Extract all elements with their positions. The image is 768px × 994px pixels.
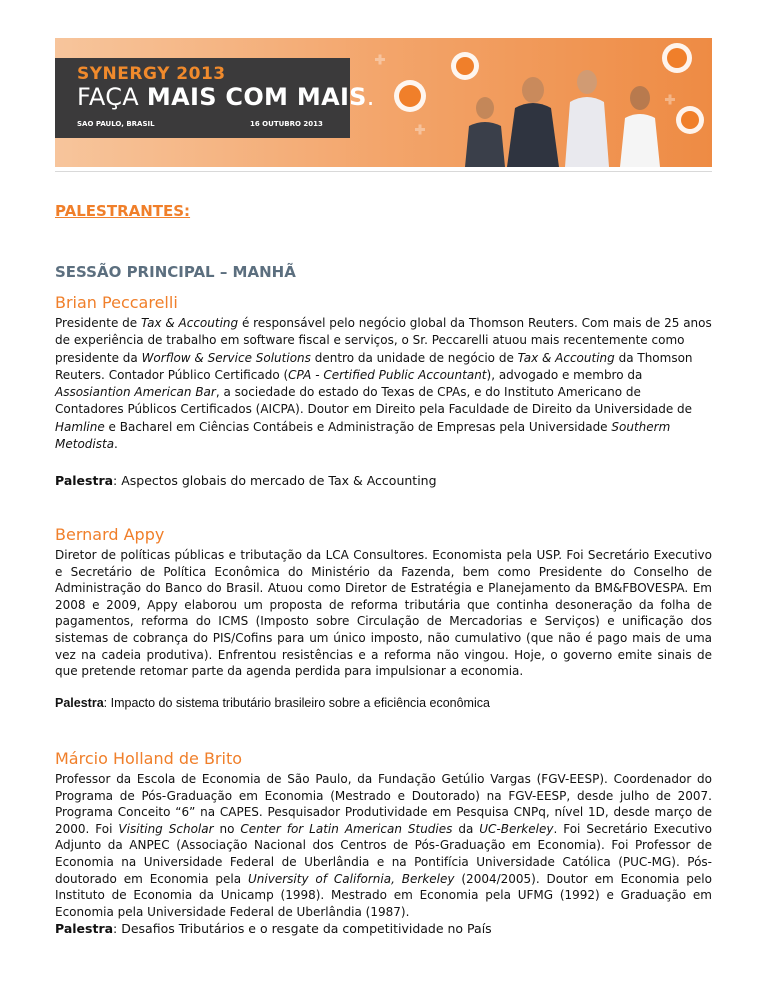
bio-emphasis: Southerm Metodista [55,419,671,452]
bio-emphasis: Hamline [55,419,105,434]
bio-emphasis: CPA - Certified Public Accountant [288,367,487,382]
speaker-bio [55,547,712,680]
bio-emphasis: Center for Latin American Studies [240,821,453,836]
bio-text: (2004/2005). Doutor em Economia pelo Instituto de Economia da Unicamp (1998). Mestrado em Economia pela UFMG (1992) e Graduação em Economia pela Universidade Federal de Uberlândia (1987). [55,871,712,919]
bio-text: . Foi Secretário Executivo Adjunto da ANPEC (Associação Nacional dos Centros de Pós-Graduação em Economia). Foi Professor de Economia na Universidade Federal de Uberlândia e na Pontifícia Universidade Católica (PUC-MG). Pós-doutorado em Economia pela [55,821,712,886]
bio-emphasis: Assosiantion American Bar [55,385,216,400]
event-banner [55,38,712,167]
bio-text: Presidente de [55,316,141,330]
bio-emphasis: University of California, Berkeley [248,871,455,886]
bio-text: Professor da Escola de Economia de São Paulo, da Fundação Getúlio Vargas (FGV-EESP). Coordenador do Programa de Pós-Graduação em Economia (Mestrado e Doutorado) na FGV-EESP, desde julho de 2007. Programa Conceito “6” na CAPES. Pesquisador Produtividade em Pesquisa CNPq, nível 1D, desde março de 2000. Foi [55,772,712,836]
bio-text: , a sociedade do estado do Texas de CPAs, e do Instituto Americano de Contadores Públicos Certificados (AICPA). Doutor em Direito pela Faculdade de Direito da Universidade de [55,385,693,417]
bio-emphasis: Worflow & Service Solutions [141,350,311,365]
speaker-name: Brian Peccarelli [55,293,178,312]
divider [55,171,712,172]
speaker-bio [55,771,712,920]
talk-line: Palestra: Impacto do sistema tributário brasileiro sobre a eficiência econômica [55,696,490,710]
page-heading: PALESTRANTES: [55,202,191,220]
speaker-name: Bernard Appy [55,525,165,544]
talk-line: Palestra: Aspectos globais do mercado de Tax & Accounting [55,473,437,488]
speaker-name: Márcio Holland de Brito [55,749,242,768]
bio-text: ), advogado e membro da [486,367,643,382]
bio-text: Diretor de políticas públicas e tributação da LCA Consultores. Economista pela USP. Foi Secretário Executivo e Secretário de Política Econômica do Ministério da Fazenda, bem como Presidente do Conselho de Administração do Banco do Brasil. Atuou como Diretor de Estratégia e Planejamento da BM&FBOVESPA. Em 2008 e 2009, Appy elaborou um proposta de reforma tributária que continha desoneração da folha de pagamentos, reforma do ICMS (Imposto sobre Circulação de Mercadorias e Serviços) e unificação dos sistemas de cobrança do PIS/Cofins para um único imposto, não cumulativo (que não é pago mais de uma vez na cadeia produtiva). Enfrentou resistências e a reforma não vingou. Hoje, o governo emite sinais de que pretende retomar parte da agenda perdida para impulsionar a economia. [55,548,712,679]
bio-text: e Bacharel em Ciências Contábeis e Administração de Empresas pela Universidade [104,419,612,434]
brand-panel [55,58,375,138]
banner-city: SAO PAULO, BRASIL [77,120,155,128]
bio-text: dentro da unidade de negócio de [310,350,518,365]
banner-date: 16 OUTUBRO 2013 [250,120,323,128]
bio-text: no [213,821,241,836]
bio-emphasis: UC-Berkeley [479,821,554,836]
bio-text: da [452,821,480,836]
bio-emphasis: Tax & Accouting [517,350,615,365]
bio-text: é responsável pelo negócio global da Thomson Reuters. Com mais de 25 anos de experiência de trabalho em software fiscal e serviços, o Sr. Peccarelli atuou mais recentemente como presidente da [55,316,712,365]
banner-title: SYNERGY 2013 [77,64,226,84]
speaker-bio [55,315,712,453]
talk-line: Palestra: Desafios Tributários e o resgate da competitividade no País [55,921,492,936]
bio-emphasis: Visiting Scholar [118,821,214,836]
session-title: SESSÃO PRINCIPAL – MANHÃ [55,263,296,281]
banner-slogan: FAÇA MAIS COM MAIS. [77,83,375,111]
bio-text: . [114,437,118,452]
bio-text: da Thomson Reuters. Contador Público Certificado ( [55,350,693,382]
bio-emphasis: Tax & Accouting [141,316,239,330]
